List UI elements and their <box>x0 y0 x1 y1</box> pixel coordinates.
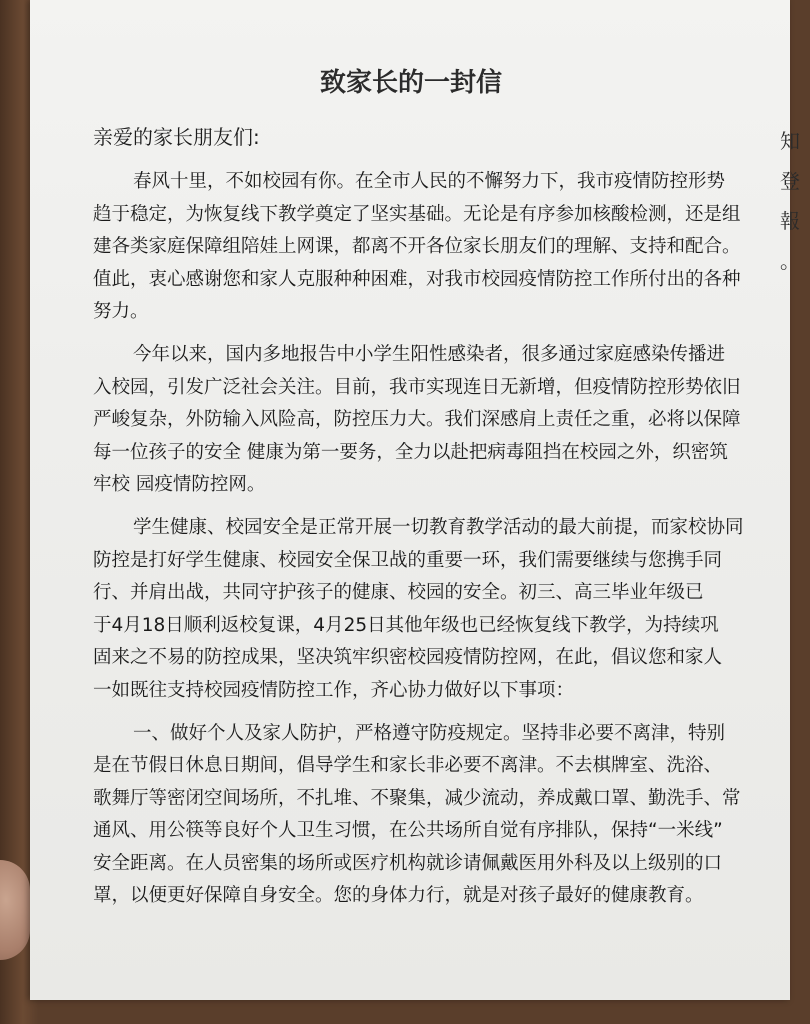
text-line: 防控是打好学生健康、校园安全保卫战的重要一环，我们需要继续与您携手同 <box>93 549 723 571</box>
paragraph-1 <box>93 166 773 329</box>
text-line: 罩，以便更好保障自身安全。您的身体力行，就是对孩子最好的健康教育。 <box>93 885 704 907</box>
text-line: 牢校 园疫情防控网。 <box>93 474 266 496</box>
text-line: 于4月18日顺利返校复课，4月25日其他年级也已经恢复线下教学，为持续巩 <box>93 614 719 636</box>
text-line: 行、并肩出战，共同守护孩子的健康、校园的安全。初三、高三毕业年级已 <box>93 582 704 604</box>
paragraph-4 <box>93 718 773 914</box>
text-line: 入校园，引发广泛社会关注。目前，我市实现连日无新增，但疫情防控形势依旧 <box>93 376 741 398</box>
text-line: 建各类家庭保障组陪娃上网课，都离不开各位家长朋友们的理解、支持和配合。 <box>93 236 741 258</box>
text-line: 趋于稳定，为恢复线下教学奠定了坚实基础。无论是有序参加核酸检测，还是组 <box>93 203 741 225</box>
edge-glyph: 。 <box>780 249 800 273</box>
paragraph-2 <box>93 339 773 502</box>
text-line: 今年以来，国内多地报告中小学生阳性感染者，很多通过家庭感染传播进 <box>133 343 726 365</box>
edge-glyph: 登 <box>780 169 800 193</box>
text-line: 学生健康、校园安全是正常开展一切教育教学活动的最大前提，而家校协同 <box>133 516 744 538</box>
text-line: 春风十里，不如校园有你。在全市人民的不懈努力下，我市疫情防控形势 <box>133 171 726 192</box>
text-line: 一、做好个人及家人防护，严格遵守防疫规定。坚持非必要不离津，特别 <box>133 722 726 744</box>
text-line: 一如既往支持校园疫情防控工作，齐心协力做好以下事项： <box>93 679 575 701</box>
text-line: 安全距离。在人员密集的场所或医疗机构就诊请佩戴医用外科及以上级别的口 <box>93 852 723 874</box>
paragraph-3 <box>93 512 773 708</box>
letter-paper <box>30 0 800 1000</box>
edge-glyph: 報 <box>780 209 800 233</box>
letter-body <box>93 166 773 913</box>
text-line: 努力。 <box>93 301 149 323</box>
text-line: 每一位孩子的安全 健康为第一要务，全力以赴把病毒阻挡在校园之外，织密筑 <box>93 441 728 463</box>
text-line: 是在节假日休息日期间，倡导学生和家长非必要不离津。不去棋牌室、洗浴、 <box>93 755 723 777</box>
text-line: 严峻复杂，外防输入风险高，防控压力大。我们深感肩上责任之重，必将以保障 <box>93 409 741 431</box>
finger <box>0 860 30 960</box>
text-line: 值此，衷心感谢您和家人克服种种困难，对我市校园疫情防控工作所付出的各种 <box>93 268 741 290</box>
text-line: 通风、用公筷等良好个人卫生习惯，在公共场所自觉有序排队，保持“一米线” <box>93 820 723 842</box>
text-line: 固来之不易的防控成果，坚决筑牢织密校园疫情防控网，在此，倡议您和家人 <box>93 647 723 669</box>
salutation: 亲爱的家长朋友们: <box>93 125 260 149</box>
adjacent-page-edge <box>780 125 810 285</box>
edge-glyph: 知 <box>780 129 800 153</box>
page-title: 致家长的一封信 <box>320 68 503 98</box>
text-line: 歌舞厅等密闭空间场所，不扎堆、不聚集，减少流动，养成戴口罩、勤洗手、常 <box>93 787 741 809</box>
